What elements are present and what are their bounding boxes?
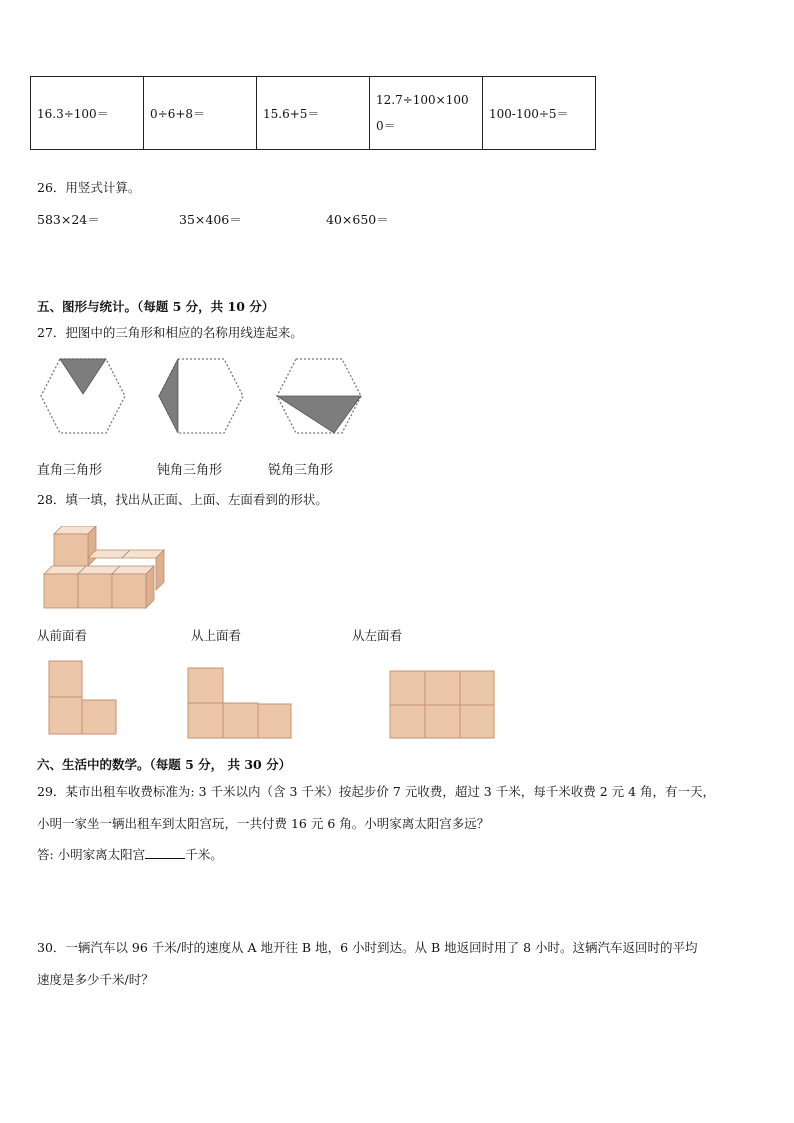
table-cell-2: 0÷6+8＝ <box>144 77 257 150</box>
table-cell-1: 16.3÷100＝ <box>31 77 144 150</box>
obtuse-triangle-shape <box>159 359 178 433</box>
q26-item-3: 40×650＝ <box>326 212 389 227</box>
section5-title: 五、图形与统计。（每题 5 分，共 10 分） <box>37 299 275 314</box>
table-cell-4-text: 12.7÷100×1000＝ <box>376 93 469 133</box>
q28-label-front: 从前面看 <box>37 628 88 643</box>
table-cell-5: 100-100÷5＝ <box>483 77 596 150</box>
top-view-shape <box>187 667 295 741</box>
table-cell-3: 15.6+5＝ <box>257 77 370 150</box>
q27-label-acute: 锐角三角形 <box>268 463 334 478</box>
q27-label-obtuse: 钝角三角形 <box>157 463 223 478</box>
q26-title: 26．用竖式计算。 <box>37 180 141 195</box>
q28-title: 28．填一填，找出从正面、上面、左面看到的形状。 <box>37 492 328 507</box>
calc-table <box>30 76 596 150</box>
q26-item-1: 583×24＝ <box>37 212 100 227</box>
q26-item-2: 35×406＝ <box>179 212 242 227</box>
q30-line2: 速度是多少千米/时？ <box>37 972 154 987</box>
left-view-shape <box>389 670 497 740</box>
table-cell-4 <box>370 77 483 150</box>
answer-blank[interactable] <box>145 846 185 859</box>
q30-line1: 30．一辆汽车以 96 千米/时的速度从 A 地开往 B 地，6 小时到达。从 B 地返回时用了 8 小时。这辆汽车返回时的平均 <box>37 940 698 955</box>
q28-label-top: 从上面看 <box>191 628 242 643</box>
q29-answer-prefix: 答: 小明家离太阳宫 <box>37 847 146 862</box>
hexagon-acute-triangle <box>274 358 364 438</box>
q28-label-left: 从左面看 <box>352 628 403 643</box>
cube-stack-figure <box>40 526 175 614</box>
hexagon-obtuse-triangle <box>156 358 246 438</box>
q29-answer-suffix: 千米。 <box>185 847 223 862</box>
section6-title: 六、生活中的数学。（每题 5 分， 共 30 分） <box>37 757 292 772</box>
q27-label-right: 直角三角形 <box>37 463 103 478</box>
q29-line1: 29．某市出租车收费标准为: 3 千米以内（含 3 千米）按起步价 7 元收费，超过 3 千米，每千米收费 2 元 4 角，有一天， <box>37 784 716 799</box>
front-view-shape <box>48 660 120 738</box>
table-row <box>31 77 596 150</box>
q29-answer <box>37 845 223 863</box>
hexagon-right-triangle <box>38 358 128 438</box>
q29-line2: 小明一家坐一辆出租车到太阳宫玩，一共付费 16 元 6 角。小明家离太阳宫多远？ <box>37 816 490 831</box>
q27-title: 27．把图中的三角形和相应的名称用线连起来。 <box>37 325 303 340</box>
